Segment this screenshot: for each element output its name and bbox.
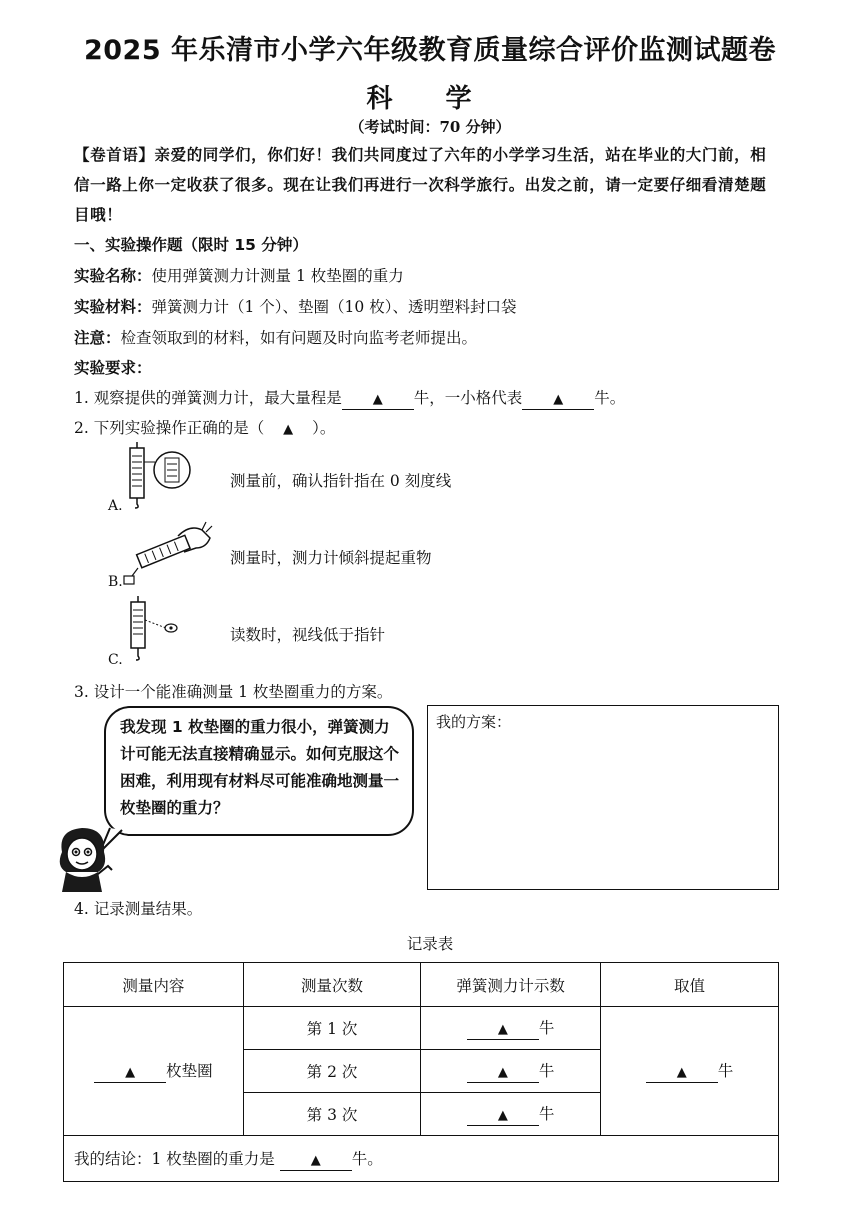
- blank-triangle-icon: ▲: [553, 392, 564, 407]
- trial-3-blank[interactable]: [467, 1105, 539, 1126]
- conclusion-cell: [64, 1136, 779, 1182]
- blank-triangle-icon: ▲: [125, 1065, 136, 1080]
- note-value: 检查领取到的材料，如有问题及时向监考老师提出。: [120, 329, 478, 347]
- plan-label: 我的方案：: [436, 713, 512, 731]
- q1-part2: 牛，一小格代表: [413, 389, 523, 407]
- blank-triangle-icon: ▲: [676, 1065, 687, 1080]
- trial-1-blank[interactable]: [467, 1019, 539, 1040]
- record-table-header-row: [64, 963, 779, 1007]
- option-c-label: C.: [108, 652, 123, 668]
- blank-triangle-icon: ▲: [372, 392, 383, 407]
- content-cell: [64, 1007, 244, 1136]
- q2-stem-end: ）。: [312, 419, 336, 437]
- blank-triangle-icon: ▲: [310, 1152, 321, 1168]
- question-4-stem: 4. 记录测量结果。: [74, 900, 203, 918]
- header-content: 测量内容: [64, 963, 244, 1007]
- option-c-text: 读数时，视线低于指针: [230, 626, 386, 644]
- plan-answer-box[interactable]: [427, 705, 779, 890]
- header-value: 取值: [601, 963, 779, 1007]
- section-heading: 一、实验操作题（限时 15 分钟）: [74, 236, 308, 254]
- intro-paragraph: 【卷首语】亲爱的同学们，你们好！我们共同度过了六年的小学学习生活，站在毕业的大门前，相信一路上你一定收获了很多。现在让我们再进行一次科学旅行。出发之前，请一定要仔细看清楚题目哦！: [74, 145, 767, 224]
- option-c-eye-below-pointer-image: [122, 594, 182, 664]
- conclusion-blank[interactable]: [280, 1150, 352, 1171]
- option-a-label: A.: [108, 498, 123, 514]
- trial-2-label: 第 2 次: [243, 1050, 420, 1093]
- q2-stem: 2. 下列实验操作正确的是（: [74, 419, 265, 437]
- trial-1-reading: [421, 1007, 601, 1050]
- requirements-label: 实验要求：: [74, 359, 152, 377]
- trial-3-reading: [421, 1093, 601, 1136]
- conclusion-suffix: 牛。: [351, 1149, 383, 1168]
- blank-triangle-icon: ▲: [497, 1065, 508, 1080]
- materials-value: 弹簧测力计（1 个）、垫圈（10 枚）、透明塑料封口袋: [151, 298, 517, 316]
- q2-answer-triangle-icon[interactable]: ▲: [283, 422, 294, 437]
- conclusion-row: [64, 1136, 779, 1182]
- q1-part1: 1. 观察提供的弹簧测力计，最大量程是: [74, 389, 342, 407]
- question-2: [74, 416, 335, 438]
- header-trials: 测量次数: [243, 963, 420, 1007]
- table-row: [64, 1007, 779, 1050]
- note-label: 注意：: [74, 329, 121, 347]
- option-a-text: 测量前，确认指针指在 0 刻度线: [230, 472, 452, 490]
- q1-answer-blank-2[interactable]: [522, 389, 594, 410]
- blank-triangle-icon: ▲: [497, 1022, 508, 1037]
- experiment-name-value: 使用弹簧测力计测量 1 枚垫圈的重力: [151, 267, 404, 285]
- experiment-materials: [74, 295, 516, 317]
- experiment-name-label: 实验名称：: [74, 267, 152, 285]
- subject-title: 科 学: [366, 84, 494, 114]
- value-blank[interactable]: [646, 1062, 718, 1083]
- q1-part3: 牛。: [594, 389, 626, 407]
- conclusion-prefix: 我的结论：1 枚垫圈的重力是: [74, 1149, 275, 1168]
- materials-label: 实验材料：: [74, 298, 152, 316]
- unit-label: 牛: [538, 1105, 555, 1123]
- q1-answer-blank-1[interactable]: [342, 389, 414, 410]
- record-table-title: 记录表: [406, 935, 454, 953]
- exam-time: （考试时间：70 分钟）: [349, 118, 511, 136]
- value-cell: [601, 1007, 779, 1136]
- unit-label: 牛: [538, 1019, 555, 1037]
- record-table: [63, 962, 779, 1182]
- unit-label: 牛: [538, 1062, 555, 1080]
- option-b-tilted-scale-image: [120, 518, 215, 588]
- trial-2-reading: [421, 1050, 601, 1093]
- speech-bubble-text: 我发现 1 枚垫圈的重力很小，弹簧测力计可能无法直接精确显示。如何克服这个困难，利用现有材料尽可能准确地测量一枚垫圈的重力？: [120, 718, 400, 817]
- washer-count-blank[interactable]: [94, 1062, 166, 1083]
- question-3-stem: 3. 设计一个能准确测量 1 枚垫圈重力的方案。: [74, 683, 393, 701]
- trial-1-label: 第 1 次: [243, 1007, 420, 1050]
- trial-2-blank[interactable]: [467, 1062, 539, 1083]
- washer-suffix: 枚垫圈: [166, 1062, 213, 1080]
- option-b-text: 测量时，测力计倾斜提起重物: [230, 549, 432, 567]
- exam-title: 2025 年乐清市小学六年级教育质量综合评价监测试题卷: [83, 35, 777, 66]
- experiment-note: [74, 326, 477, 348]
- unit-label: 牛: [717, 1062, 734, 1080]
- experiment-name: [74, 264, 404, 286]
- student-avatar-icon: [52, 822, 114, 894]
- blank-triangle-icon: ▲: [497, 1108, 508, 1123]
- trial-3-label: 第 3 次: [243, 1093, 420, 1136]
- question-1: [74, 386, 625, 410]
- option-b-label: B.: [108, 574, 123, 590]
- option-a-spring-scale-image: [120, 440, 192, 512]
- header-reading: 弹簧测力计示数: [421, 963, 601, 1007]
